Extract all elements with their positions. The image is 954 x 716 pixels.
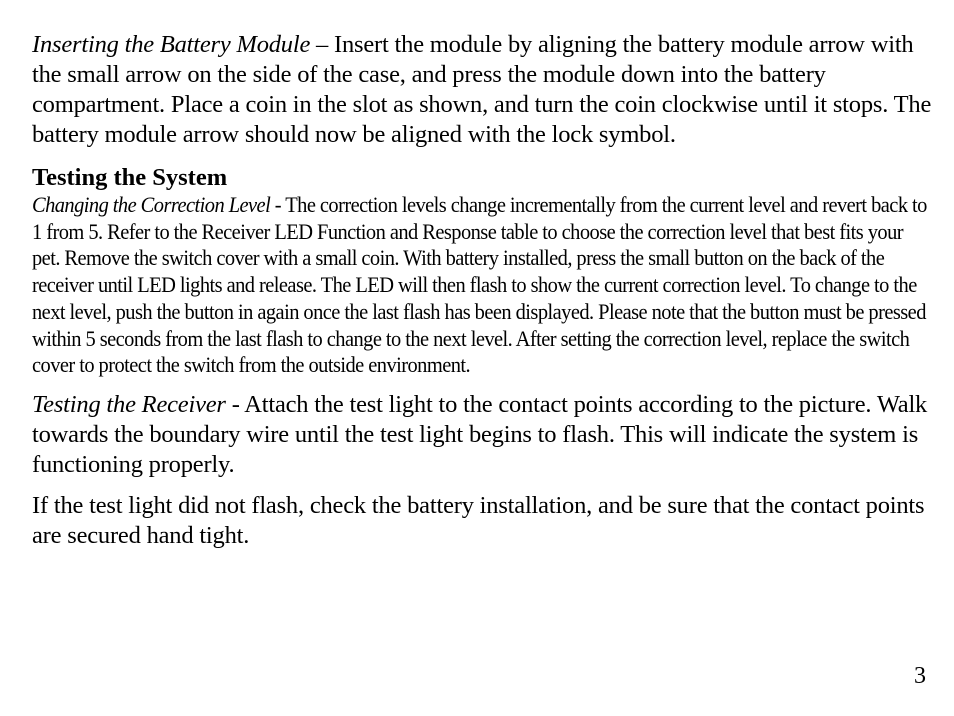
troubleshoot-paragraph: If the test light did not flash, check the battery installation, and be sure that the contact points are secured hand tight. [32,491,925,549]
section-heading: Testing the System [32,164,228,191]
receiver-paragraph [32,390,932,480]
receiver-separator: - [225,390,245,418]
battery-separator: – [310,31,335,58]
correction-label: Changing the Correction Level [32,192,271,217]
document-page [32,30,932,551]
battery-label: Inserting the Battery Module [32,31,311,58]
receiver-text: Attach the test light to the contact points according to the picture. Walk towards the boundary wire until the test light begins to flash. This will indicate the system is functioning properly. [32,390,928,478]
receiver-label: Testing the Receiver [32,390,226,418]
page-number: 3 [914,663,926,689]
battery-paragraph [32,30,932,150]
correction-separator: - [270,192,286,217]
battery-text: Insert the module by aligning the battery module arrow with the small arrow on the side of the case, and press the module down into the battery compartment. Place a coin in the slot as shown, and turn the coin clockwise until it stops. The battery module arrow should now be aligned with the lock symbol. [32,31,932,148]
correction-text: The correction levels change incrementally from the current level and revert back to 1 from 5. Refer to the Receiver LED Function and Response table to choose the correction level that best fits your pet. Remove the switch cover with a small coin. With battery installed, press the small button on the back of the receiver until LED lights and release. The LED will then flash to show the current correction level. To change to the next level, push the button in again once the last flash has been displayed. Please note that the button must be pressed within 5 seconds from the last flash to change to the next level. After setting the correction level, replace the switch cover to protect the switch from the outside environment. [32,192,927,378]
correction-paragraph [32,192,932,379]
